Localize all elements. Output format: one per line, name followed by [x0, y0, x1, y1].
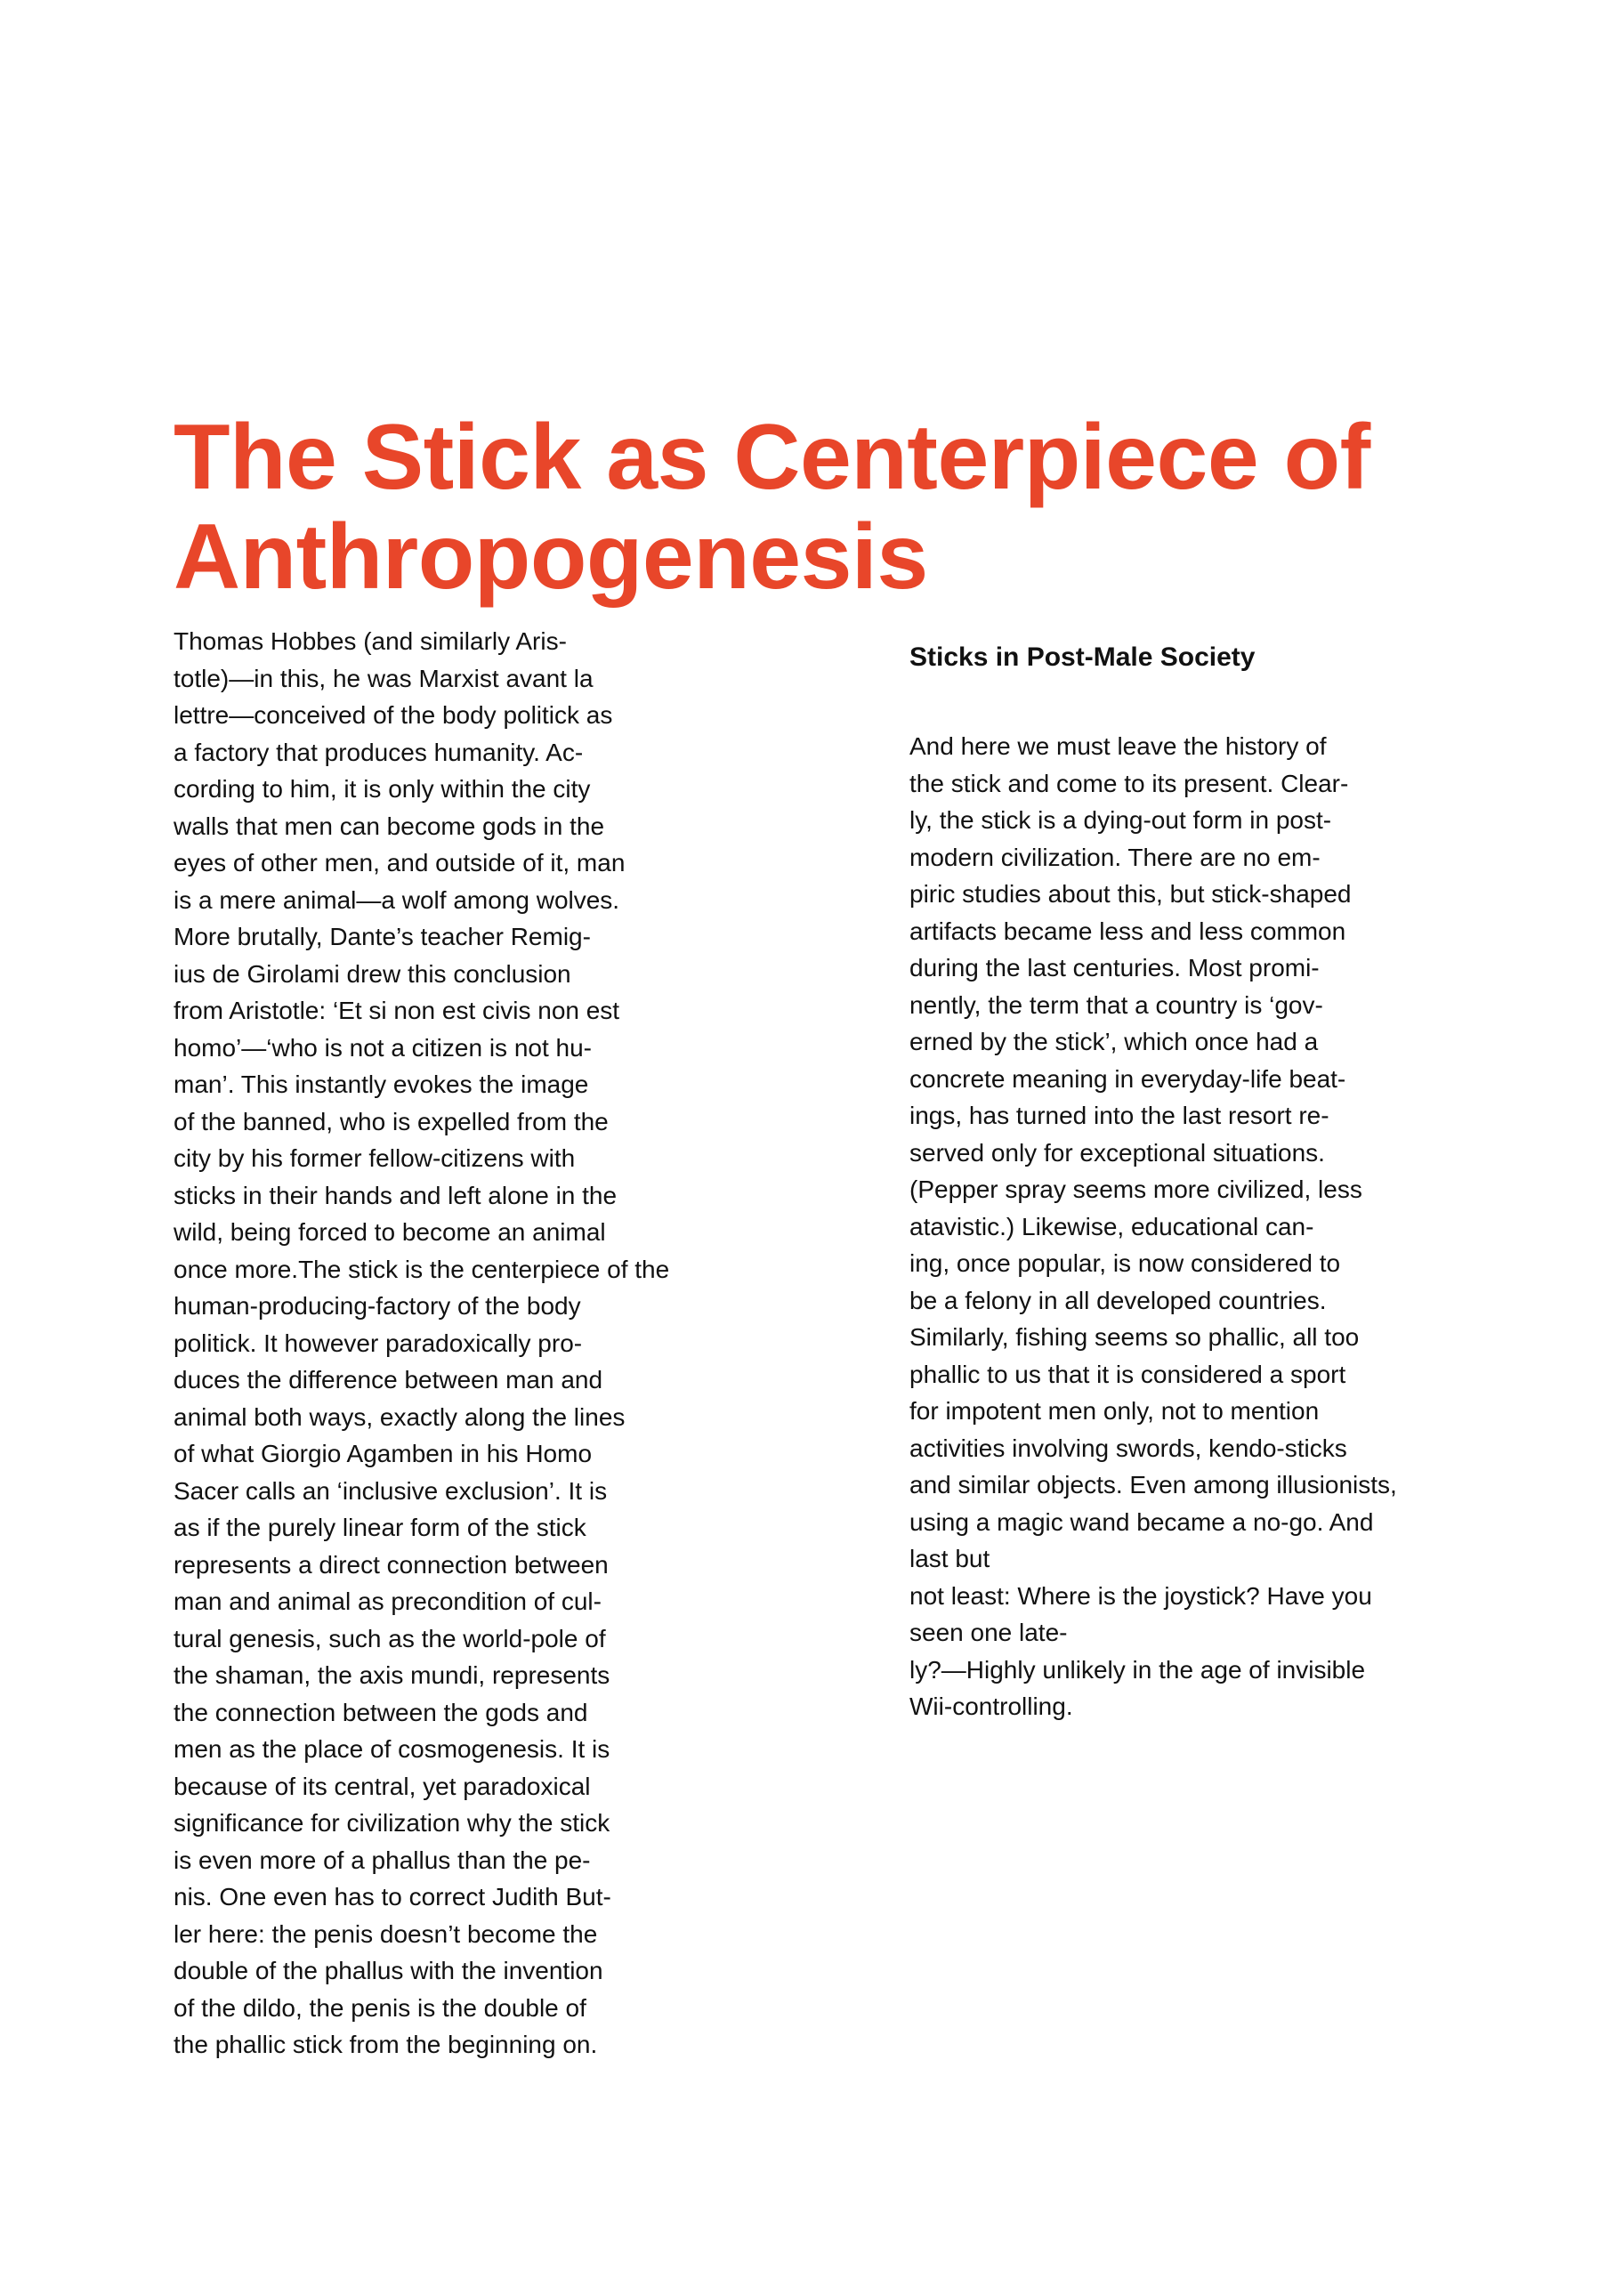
- right-text-column: [909, 640, 1461, 1725]
- text-line: is a mere animal—a wolf among wolves.: [174, 885, 620, 914]
- text-line: politick. It however paradoxically pro-: [174, 1329, 583, 1357]
- text-line: ler here: the penis doesn’t become the: [174, 1919, 598, 1948]
- text-line: tural genesis, such as the world-pole of: [174, 1624, 606, 1652]
- text-line: of the dildo, the penis is the double of: [174, 1993, 586, 2022]
- text-line: a factory that produces humanity. Ac-: [174, 738, 584, 766]
- text-line: double of the phallus with the invention: [174, 1957, 603, 1984]
- text-line: human-producing-factory of the body: [174, 1292, 581, 1320]
- text-line: Wii-controlling.: [909, 1692, 1073, 1720]
- text-line: last but: [909, 1545, 990, 1572]
- text-line: ius de Girolami drew this conclusion: [174, 959, 571, 988]
- text-line: from Aristotle: ‘Et si non est civis non est: [174, 997, 620, 1024]
- text-line: ing, once popular, is now considered to: [909, 1249, 1341, 1277]
- text-line: city by his former fellow-citizens with: [174, 1144, 576, 1172]
- text-line: nis. One even has to correct Judith But-: [174, 1883, 611, 1911]
- text-line: sticks in their hands and left alone in the: [174, 1181, 618, 1209]
- text-line: totle)—in this, he was Marxist avant la: [174, 664, 594, 692]
- text-line: wild, being forced to become an animal: [174, 1218, 606, 1246]
- text-line: not least: Where is the joystick? Have you: [909, 1581, 1372, 1610]
- text-line: And here we must leave the history of: [909, 732, 1327, 760]
- text-line: for impotent men only, not to mention: [909, 1397, 1320, 1425]
- text-line: the shaman, the axis mundi, represents: [174, 1661, 610, 1689]
- text-line: of the banned, who is expelled from the: [174, 1107, 609, 1135]
- text-line: walls that men can become gods in the: [174, 812, 605, 840]
- text-line: the stick and come to its present. Clear-: [909, 769, 1349, 797]
- text-line: Similarly, fishing seems so phallic, all too: [909, 1323, 1360, 1351]
- text-line: More brutally, Dante’s teacher Remig-: [174, 923, 591, 950]
- text-line: as if the purely linear form of the stick: [174, 1514, 586, 1541]
- text-line: homo’—‘who is not a citizen is not hu-: [174, 1033, 592, 1062]
- text-line: duces the difference between man and: [174, 1366, 603, 1394]
- text-line: modern civilization. There are no em-: [909, 843, 1321, 871]
- text-line: ly, the stick is a dying-out form in post-: [909, 806, 1332, 834]
- text-line: man and animal as precondition of cul-: [174, 1587, 602, 1615]
- text-line: artifacts became less and less common: [909, 917, 1346, 945]
- text-line: phallic to us that it is considered a sport: [909, 1360, 1346, 1388]
- text-line: during the last centuries. Most promi-: [909, 954, 1320, 982]
- text-line: because of its central, yet paradoxical: [174, 1772, 591, 1800]
- left-text-column: [174, 623, 707, 2064]
- text-line: of what Giorgio Agamben in his Homo: [174, 1440, 593, 1467]
- text-line: activities involving swords, kendo-sticks: [909, 1434, 1347, 1462]
- text-line: animal both ways, exactly along the lines: [174, 1402, 626, 1431]
- text-line: men as the place of cosmogenesis. It is: [174, 1735, 610, 1763]
- text-line: eyes of other men, and outside of it, man: [174, 849, 626, 876]
- text-line: the connection between the gods and: [174, 1698, 588, 1726]
- text-line: ings, has turned into the last resort re-: [909, 1102, 1329, 1129]
- text-line: significance for civilization why the stick: [174, 1809, 610, 1837]
- text-line: served only for exceptional situations.: [909, 1138, 1325, 1167]
- text-line: once more.The stick is the centerpiece of the: [174, 1255, 670, 1283]
- text-line: man’. This instantly evokes the image: [174, 1070, 589, 1098]
- text-line: cording to him, it is only within the city: [174, 775, 591, 803]
- text-line: Thomas Hobbes (and similarly Aris-: [174, 627, 567, 655]
- text-line: piric studies about this, but stick-shaped: [909, 880, 1352, 908]
- text-line: represents a direct connection between: [174, 1550, 609, 1579]
- text-line: Sacer calls an ‘inclusive exclusion’. It is: [174, 1476, 608, 1505]
- right-column-body: [909, 728, 1461, 1725]
- title-line: Anthropogenesis: [174, 505, 928, 609]
- text-line: using a magic wand became a no-go. And: [909, 1507, 1374, 1536]
- title-line: The Stick as Centerpiece of: [174, 406, 1370, 509]
- text-line: (Pepper spray seems more civilized, less: [909, 1175, 1362, 1203]
- text-line: atavistic.) Likewise, educational can-: [909, 1212, 1314, 1240]
- text-line: lettre—conceived of the body politick as: [174, 701, 613, 729]
- text-line: erned by the stick’, which once had a: [909, 1028, 1319, 1055]
- text-line: ly?—Highly unlikely in the age of invisible: [909, 1655, 1366, 1684]
- text-line: nently, the term that a country is ‘gov-: [909, 990, 1323, 1019]
- text-line: the phallic stick from the beginning on.: [174, 2031, 598, 2058]
- text-line: be a felony in all developed countries.: [909, 1286, 1327, 1314]
- text-line: concrete meaning in everyday-life beat-: [909, 1064, 1346, 1093]
- text-line: seen one late-: [909, 1619, 1068, 1646]
- text-line: is even more of a phallus than the pe-: [174, 1846, 591, 1874]
- text-line: and similar objects. Even among illusionists,: [909, 1471, 1397, 1499]
- section-subheading: Sticks in Post-Male Society: [909, 642, 1256, 672]
- page-title: [174, 408, 1491, 607]
